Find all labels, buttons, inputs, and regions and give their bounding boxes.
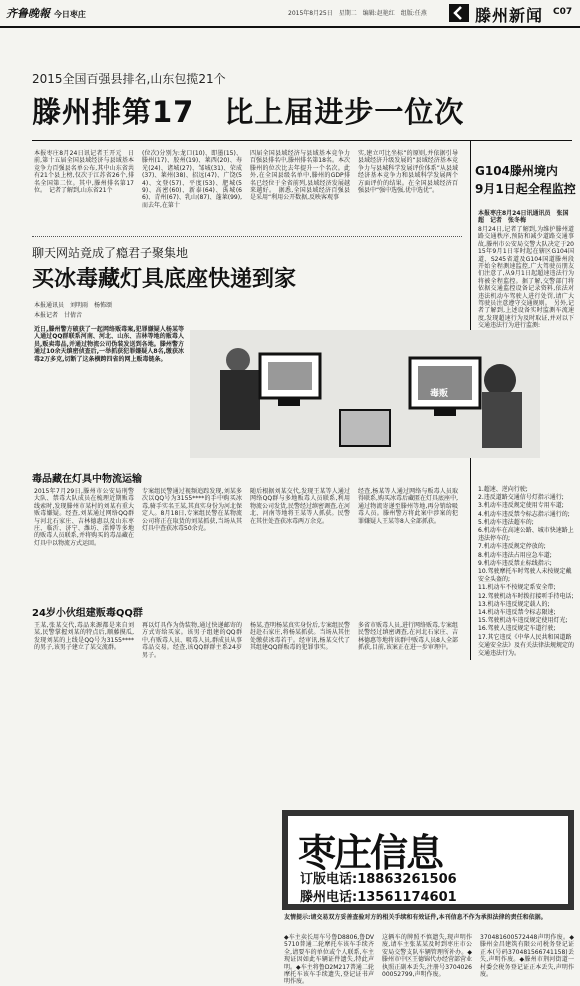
sub1-col-1: 2015年7月29日,滕州市公安局刑警大队、禁毒大队成员在梳理近期贩毒线索时,发现滕州市某村的刘某有重大贩毒嫌疑。经查,刘某通过网络QQ群与河北石家庄、吉林德惠以及山东枣庄、临沂、济宁、潍坊、淄博等多地的贩毒人员联系,并将购买的毒品藏在灯具中以物流方式运回。 — [34, 488, 134, 547]
lead-kicker: 2015全国百强县排名,山东包揽21个 — [32, 72, 226, 86]
lead-divider — [32, 140, 572, 141]
sub1-col-2: 专案组民警通过视频追踪发现,刘某多次以QQ号为3155****的手中购买冰毒,骑手实名王某,其真实身份为河北保定人。8月18日,专案组民警在某物流公司将正在取货的刘某抓获,当场从其灯具中查获冰毒50余克。 — [142, 488, 242, 533]
subhead-1: 毒品藏在灯具中物流运输 — [32, 474, 142, 485]
list-item: 6.机动车在高速公路、城市快速路上违法停车的; — [478, 527, 574, 543]
side-byline: 本报枣庄8月24日讯通讯员 张国超 记者 张冬梅 — [478, 210, 569, 225]
side-headline-2: 9月1日起全程监控 — [475, 182, 576, 196]
ad-phone-1: 订版电话:18863261506 — [300, 872, 457, 887]
sub2-col-4: 多省市贩毒人员,进行网络贩毒,专案组民警经过缜密调查,在河北石家庄、吉林德惠等地将该群中贩毒人员8人全部抓获,目前,该案正在进一步审理中。 — [358, 622, 458, 652]
lead-col-2: (位次)分别为:龙口(10)、即墨(15)、滕州(17)、胶州(19)、莱西(20)、寿光(24)、诸城(27)、邹城(31)、荣成(37)、莱州(38)、招远(47)、广饶(54)、文登(57)、平度(53)、肥城(59)、高密(60)、新泰(64)、禹城(66)、青州(67)、乳山(87)、蓬莱(99),而去年,在第十 — [142, 150, 242, 209]
ad-notice: 友情提示:请交易双方妥善查验对方的相关手续和有效证件,本刊信息不作为承担法律的责任和依据。 — [284, 914, 547, 921]
story2-headline: 买冰毒藏灯具底座快递到家 — [32, 267, 297, 292]
list-item: 1.超速、逆向行驶; — [478, 486, 528, 493]
list-item: 13.机动车违反规定载人的; — [478, 600, 550, 608]
lead-col-4: 实,建立可比坐标”的原则,并依据引导县域经济升级发展的“县域经济基本竞争力与县城科学发展评价体系”从县域经济基本竞争力和县域科学发展两个方面评价的结果。在全国县域经济百强县中“强中选强,优中选优”。 — [358, 150, 458, 195]
story2-byline-2: 本报记者 甘倩音 — [34, 312, 83, 319]
story2-kicker: 聊天网站竟成了瘾君子聚集地 — [32, 246, 189, 260]
list-item: 4.机动车违反禁令标志指示通行的; — [478, 510, 570, 518]
side-list — [478, 486, 574, 678]
list-item: 17.其它违反《中华人民共和国道路交通安全法》及有关法律法规规定的交通违法行为。 — [478, 633, 575, 658]
police-drug-illustration — [190, 330, 540, 458]
ad-col-2: 这辆车的牌照不慎遗失,现声明作废,请车主张某某及时到枣庄市公安局交警支队车辆管理所补办。◆滕州市中区王德锦代办经营部营业执照正副本丢失,注册号370402600052799,声明作废。 — [382, 934, 473, 979]
ad-col-1: ◆车主卖长用车号鲁D8806,鲁DV5710普通二轮摩托车该车手续齐全,请要车的单位或个人联系,车主现证因如此车辆证件遗失,特此声明。◆车主将鲁D2M217普通二轮摩托车该车手续遗失,登记证书声明作废。 — [284, 934, 374, 986]
list-item: 14.机动车违反禁令标志限速; — [478, 609, 556, 617]
lead-headline: 滕州排第17 比上届进步一位次 — [32, 95, 465, 129]
sub1-col-3: 随后根据刘某交代,发现王某等人通过网络QQ群与多地贩毒人员联系,利用物流公司发货,民警经过缜密调查,在河北、河南等地将王某等人抓获。民警在其住处查获冰毒两万余克。 — [250, 488, 350, 525]
list-item: 7.机动车违反规定停放的; — [478, 543, 546, 551]
sub2-col-3: 杨某,查明杨某真实身份后,专案组民警赶赴石家庄,将杨某抓获。当场从其住处缴获冰毒若干。经审讯,杨某交代了其组建QQ群贩毒的犯罪事实。 — [250, 622, 350, 652]
sub1-col-4: 经查,杨某等人通过网络与贩毒人员取得联系,购买冰毒后藏匿在灯具底座中,通过物流寄递至滕州等地,再分销给吸毒人员。滕州警方将此案中涉案的犯罪嫌疑人王某等8人全部抓获。 — [358, 488, 458, 525]
story2-divider — [32, 236, 462, 237]
lead-col-3: 四届全国县域经济与县域基本竞争力百强县排名中,滕州排名第18名。本次滕州的位次比去年提升一个名次。此外,在全国县级名单中,滕州的GDP排名已经位于全省前列,县域经济发展越来越好。 据悉,全国县域经济百强县是采用“利用公开数据,反映客观事 — [250, 150, 350, 202]
sub2-col-2: 再以灯具作为伪装物,通过快递邮寄的方式寄给买家。该男子组建的QQ群中,有贩毒人员、吸毒人员,群成员从事毒品交易。经查,该QQ群群主系24岁男子。 — [142, 622, 242, 659]
ad-phone-2: 滕州电话:13561174601 — [300, 890, 457, 905]
list-item: 12.驾驶机动车时拨打接听手持电话; — [478, 592, 574, 600]
story2-byline-1: 本报通讯员 刘明雨 杨怖颂 — [34, 302, 113, 309]
list-item: 16.驾驶人违反规定车道行驶; — [478, 625, 556, 633]
list-item: 11.机动车不按规定系安全带; — [478, 584, 556, 592]
list-item: 15.驾驶机动车违反规定使用灯光; — [478, 617, 568, 625]
story2-intro: 近日,滕州警方破获了一起网络贩毒案,犯罪嫌疑人杨某等人通过QQ群联系河南、河北、山东、吉林等地的贩毒人员,贩卖毒品,并通过物流公司伪装发送到各地。滕州警方通过10余天缜密侦查后,一举抓获犯罪嫌疑人8名,缴获冰毒2万多克,切断了这条横跨四省的网上贩毒链条。 — [34, 326, 184, 363]
lead-col-1: 本报枣庄8月24日讯记者王开元 日前,第十五届全国县域经济与县域基本竞争力百强县名单公布,其中山东省共有21个县上榜,仅次于江苏省26个,排名全国第二位。其中,滕州排名第17位。 记者了解到,山东省21个 — [34, 150, 134, 195]
list-item: 10.驾驶摩托车时驾驶人未按规定戴安全头盔的; — [478, 568, 572, 584]
illustration-image — [190, 330, 540, 458]
section-title: 滕州新闻 — [475, 6, 544, 25]
side-body: 8月24日,记者了解到,为维护滕州道路交通秩序,预防和减少道路交通事故,滕州市公安局交警大队决定于2015年9月1日零时起在辖区G104国道、S245省道及G104国道滕州段开始全程测速监控,广大驾驶员朋友们注意了,从9月1日起超速违法行为将被全程监控。据了解,交警部门将依据交通监控设备记录资料,依法对违法机动车驾驶人进行处罚,请广大驾驶员注意遵守交通规则。 另外,记者了解到,上述设备实时监测车流速度,发现超速行为及时取证,并对以下交通违法行为进行监测: — [478, 226, 574, 330]
list-item: 8.机动车违法占用应急车道; — [478, 551, 552, 559]
ad-col-3: 370481600572448声明作废。◆滕州金昌建筑有限公司税务登记证正本(号码370481566741158)丢失,声明作废。◆滕州市荆河街道一村委会税务登记证正本丢失,声明作废。 — [480, 934, 574, 979]
sub2-col-1: 王某,张某交代,毒品来源都是来自刘某,民警掌握刘某的特点后,顺藤摸瓜,发现刘某的上线是QQ号为3155****的男子,该男子建立了某交流群。 — [34, 622, 134, 652]
subhead-2: 24岁小伙组建贩毒QQ群 — [32, 608, 143, 619]
list-item: 5.机动车违法超车的; — [478, 518, 534, 526]
issue-meta: 2015年8月25日 星期二 编辑:赵艳红 组版:任燕 — [288, 10, 427, 17]
newspaper-logo: 齐鲁晚報 今日枣庄 — [6, 7, 86, 20]
list-item: 9.机动车违反禁止标线指示; — [478, 559, 552, 567]
side-headline-1: G104滕州境内 — [475, 164, 558, 178]
ad-title: 枣庄信息 — [298, 830, 443, 875]
page-number: C07 — [553, 7, 573, 17]
list-item: 3.机动车违反规定使用专用车道; — [478, 502, 564, 510]
section-badge-icon — [449, 4, 469, 22]
photo-label: 毒贩 — [430, 389, 449, 399]
list-item: 2.违反道路交通信号灯指示通行; — [478, 494, 564, 502]
